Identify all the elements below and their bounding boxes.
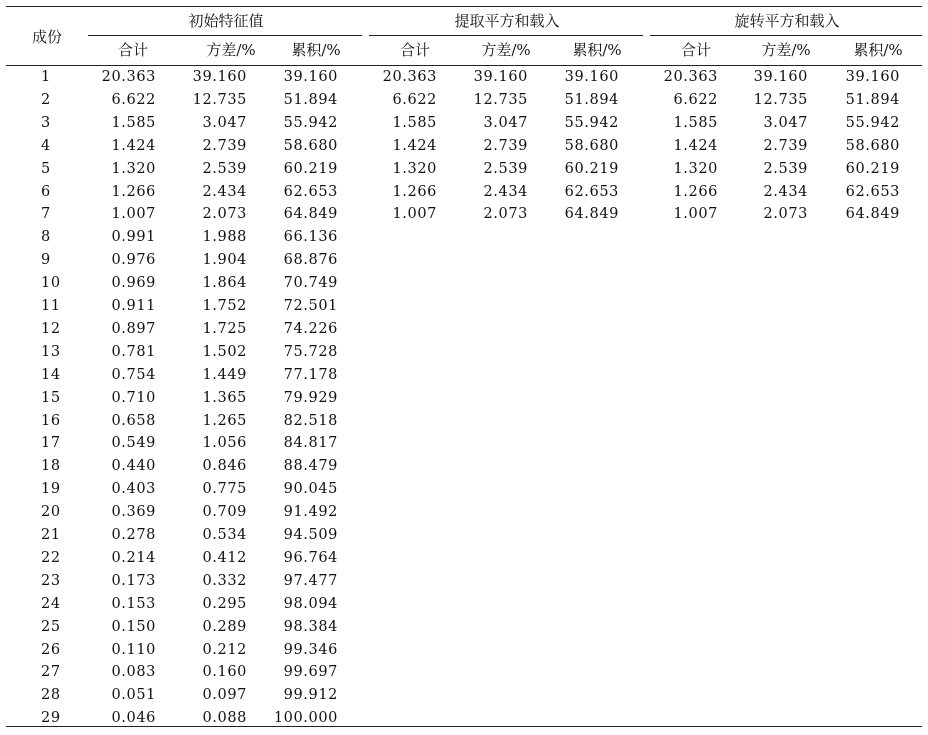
component-number: 29: [41, 710, 61, 727]
table-cell: 0.046: [111, 710, 156, 727]
table-cell: 0.212: [202, 641, 247, 658]
table-cell: 2.073: [202, 206, 247, 223]
table-cell: 62.653: [283, 183, 338, 200]
table-cell: 0.710: [111, 389, 156, 406]
table-cell: 2.739: [202, 137, 247, 154]
table-cell: 91.492: [283, 504, 338, 521]
column-header: 方差/%: [761, 41, 811, 59]
table-cell: 77.178: [283, 366, 338, 383]
table-cell: 97.477: [283, 572, 338, 589]
table-cell: 0.897: [111, 320, 156, 337]
table-cell: 2.434: [202, 183, 247, 200]
row-header-label: 成份: [31, 28, 63, 46]
column-header: 累积/%: [291, 41, 341, 59]
table-cell: 0.278: [111, 527, 156, 543]
table-cell: 99.697: [283, 664, 338, 681]
table-cell: 39.160: [753, 69, 808, 85]
table-cell: 1.007: [111, 206, 156, 223]
table-cell: 0.332: [202, 572, 247, 589]
column-header: 合计: [399, 41, 431, 59]
table-cell: 51.894: [564, 91, 619, 108]
table-cell: 1.265: [202, 412, 247, 429]
component-number: 12: [41, 320, 61, 337]
table-cell: 2.739: [483, 137, 528, 154]
table-cell: 1.007: [392, 206, 437, 223]
table-cell: 0.083: [111, 664, 156, 681]
column-header: 方差/%: [481, 41, 531, 59]
component-number: 3: [41, 114, 51, 131]
table-cell: 51.894: [845, 91, 900, 108]
table-cell: 2.073: [763, 206, 808, 223]
component-number: 1: [41, 69, 51, 85]
top-rule: [6, 6, 922, 7]
table-cell: 39.160: [564, 69, 619, 85]
table-cell: 39.160: [192, 69, 247, 85]
table-cell: 2.539: [763, 160, 808, 177]
table-cell: 1.752: [202, 298, 247, 314]
table-cell: 0.214: [111, 549, 156, 566]
component-number: 6: [41, 183, 51, 200]
table-cell: 20.363: [382, 69, 437, 85]
table-cell: 0.369: [111, 504, 156, 521]
column-header: 累积/%: [572, 41, 622, 59]
group-underline-extraction: [369, 35, 643, 36]
component-number: 25: [41, 618, 61, 635]
table-cell: 79.929: [283, 389, 338, 406]
table-cell: 99.912: [283, 687, 338, 704]
table-cell: 1.502: [202, 343, 247, 360]
table-cell: 1.585: [111, 114, 156, 131]
table-cell: 0.412: [202, 549, 247, 566]
table-cell: 0.969: [111, 275, 156, 292]
table-cell: 0.150: [111, 618, 156, 635]
table-cell: 2.539: [202, 160, 247, 177]
table-cell: 55.942: [564, 114, 619, 131]
component-number: 28: [41, 687, 61, 704]
table-cell: 3.047: [202, 114, 247, 131]
table-cell: 1.056: [202, 435, 247, 452]
table-cell: 99.346: [283, 641, 338, 658]
table-cell: 1.266: [392, 183, 437, 200]
table-cell: 74.226: [283, 320, 338, 337]
component-number: 4: [41, 137, 51, 154]
table-cell: 68.876: [283, 252, 338, 269]
table-cell: 1.424: [392, 137, 437, 154]
table-cell: 0.160: [202, 664, 247, 681]
table-cell: 1.585: [392, 114, 437, 131]
table-cell: 1.585: [673, 114, 718, 131]
column-header: 合计: [117, 41, 149, 59]
component-number: 24: [41, 595, 61, 612]
table-cell: 100.000: [273, 710, 338, 727]
component-number: 27: [41, 664, 61, 681]
group-title-rotation: 旋转平方和载入: [734, 12, 840, 30]
table-cell: 20.363: [101, 69, 156, 85]
table-cell: 1.007: [673, 206, 718, 223]
group-underline-initial: [88, 35, 362, 36]
table-cell: 1.266: [673, 183, 718, 200]
component-number: 10: [41, 275, 61, 292]
component-number: 23: [41, 572, 61, 589]
table-cell: 62.653: [564, 183, 619, 200]
table-cell: 58.680: [283, 137, 338, 154]
header-bottom-rule: [6, 65, 922, 66]
table-cell: 0.709: [202, 504, 247, 521]
column-header: 方差/%: [206, 41, 256, 59]
table-cell: 12.735: [753, 91, 808, 108]
table-cell: 6.622: [392, 91, 437, 108]
table-cell: 0.403: [111, 481, 156, 498]
group-title-extraction: 提取平方和载入: [454, 12, 560, 30]
component-number: 2: [41, 91, 51, 108]
component-number: 13: [41, 343, 61, 360]
table-cell: 0.440: [111, 458, 156, 475]
table-cell: 1.424: [111, 137, 156, 154]
table-cell: 0.991: [111, 229, 156, 246]
component-number: 19: [41, 481, 61, 498]
table-cell: 62.653: [845, 183, 900, 200]
table-cell: 2.434: [763, 183, 808, 200]
table-cell: 0.775: [202, 481, 247, 498]
component-number: 18: [41, 458, 61, 475]
table-cell: 88.479: [283, 458, 338, 475]
table-cell: 1.365: [202, 389, 247, 406]
table-cell: 20.363: [663, 69, 718, 85]
table-cell: 1.904: [202, 252, 247, 269]
table-cell: 51.894: [283, 91, 338, 108]
table-cell: 72.501: [283, 298, 338, 314]
component-number: 16: [41, 412, 61, 429]
table-cell: 90.045: [283, 481, 338, 498]
table-cell: 2.434: [483, 183, 528, 200]
table-cell: 1.424: [673, 137, 718, 154]
table-cell: 75.728: [283, 343, 338, 360]
component-number: 26: [41, 641, 61, 658]
table-cell: 1.320: [111, 160, 156, 177]
table-cell: 0.295: [202, 595, 247, 612]
component-number: 9: [41, 252, 51, 269]
table-cell: 2.073: [483, 206, 528, 223]
table-cell: 58.680: [845, 137, 900, 154]
component-number: 14: [41, 366, 61, 383]
table-cell: 98.094: [283, 595, 338, 612]
table-cell: 0.153: [111, 595, 156, 612]
group-title-initial: 初始特征值: [188, 12, 264, 30]
component-number: 17: [41, 435, 61, 452]
table-cell: 1.449: [202, 366, 247, 383]
table-cell: 0.534: [202, 527, 247, 543]
table-cell: 39.160: [283, 69, 338, 85]
table-cell: 60.219: [564, 160, 619, 177]
variance-explained-table: [6, 0, 922, 735]
table-cell: 2.539: [483, 160, 528, 177]
column-header: 合计: [680, 41, 712, 59]
table-cell: 0.051: [111, 687, 156, 704]
table-cell: 0.911: [111, 298, 156, 314]
table-cell: 0.289: [202, 618, 247, 635]
table-cell: 64.849: [845, 206, 900, 223]
table-cell: 1.988: [202, 229, 247, 246]
component-number: 11: [41, 298, 61, 314]
table-cell: 64.849: [283, 206, 338, 223]
column-header: 累积/%: [853, 41, 903, 59]
table-cell: 0.088: [202, 710, 247, 727]
table-cell: 2.739: [763, 137, 808, 154]
table-cell: 82.518: [283, 412, 338, 429]
table-cell: 0.976: [111, 252, 156, 269]
table-cell: 0.781: [111, 343, 156, 360]
table-cell: 66.136: [283, 229, 338, 246]
table-cell: 55.942: [845, 114, 900, 131]
table-cell: 70.749: [283, 275, 338, 292]
table-cell: 96.764: [283, 549, 338, 566]
table-cell: 0.097: [202, 687, 247, 704]
table-cell: 0.658: [111, 412, 156, 429]
table-cell: 58.680: [564, 137, 619, 154]
group-underline-rotation: [650, 35, 922, 36]
table-cell: 1.320: [392, 160, 437, 177]
table-cell: 94.509: [283, 527, 338, 543]
table-cell: 12.735: [192, 91, 247, 108]
component-number: 15: [41, 389, 61, 406]
table-cell: 64.849: [564, 206, 619, 223]
table-cell: 3.047: [483, 114, 528, 131]
component-number: 20: [41, 504, 61, 521]
table-cell: 60.219: [283, 160, 338, 177]
table-cell: 39.160: [845, 69, 900, 85]
component-number: 7: [41, 206, 51, 223]
table-cell: 60.219: [845, 160, 900, 177]
component-number: 21: [41, 527, 61, 543]
table-cell: 0.173: [111, 572, 156, 589]
table-cell: 0.110: [111, 641, 156, 658]
table-cell: 39.160: [473, 69, 528, 85]
table-cell: 0.549: [111, 435, 156, 452]
table-cell: 6.622: [673, 91, 718, 108]
component-number: 5: [41, 160, 51, 177]
table-cell: 84.817: [283, 435, 338, 452]
table-cell: 3.047: [763, 114, 808, 131]
component-number: 8: [41, 229, 51, 246]
table-cell: 1.864: [202, 275, 247, 292]
table-cell: 12.735: [473, 91, 528, 108]
table-cell: 1.320: [673, 160, 718, 177]
table-cell: 1.266: [111, 183, 156, 200]
table-cell: 1.725: [202, 320, 247, 337]
table-cell: 0.846: [202, 458, 247, 475]
table-cell: 6.622: [111, 91, 156, 108]
table-cell: 0.754: [111, 366, 156, 383]
table-cell: 55.942: [283, 114, 338, 131]
table-cell: 98.384: [283, 618, 338, 635]
component-number: 22: [41, 549, 61, 566]
